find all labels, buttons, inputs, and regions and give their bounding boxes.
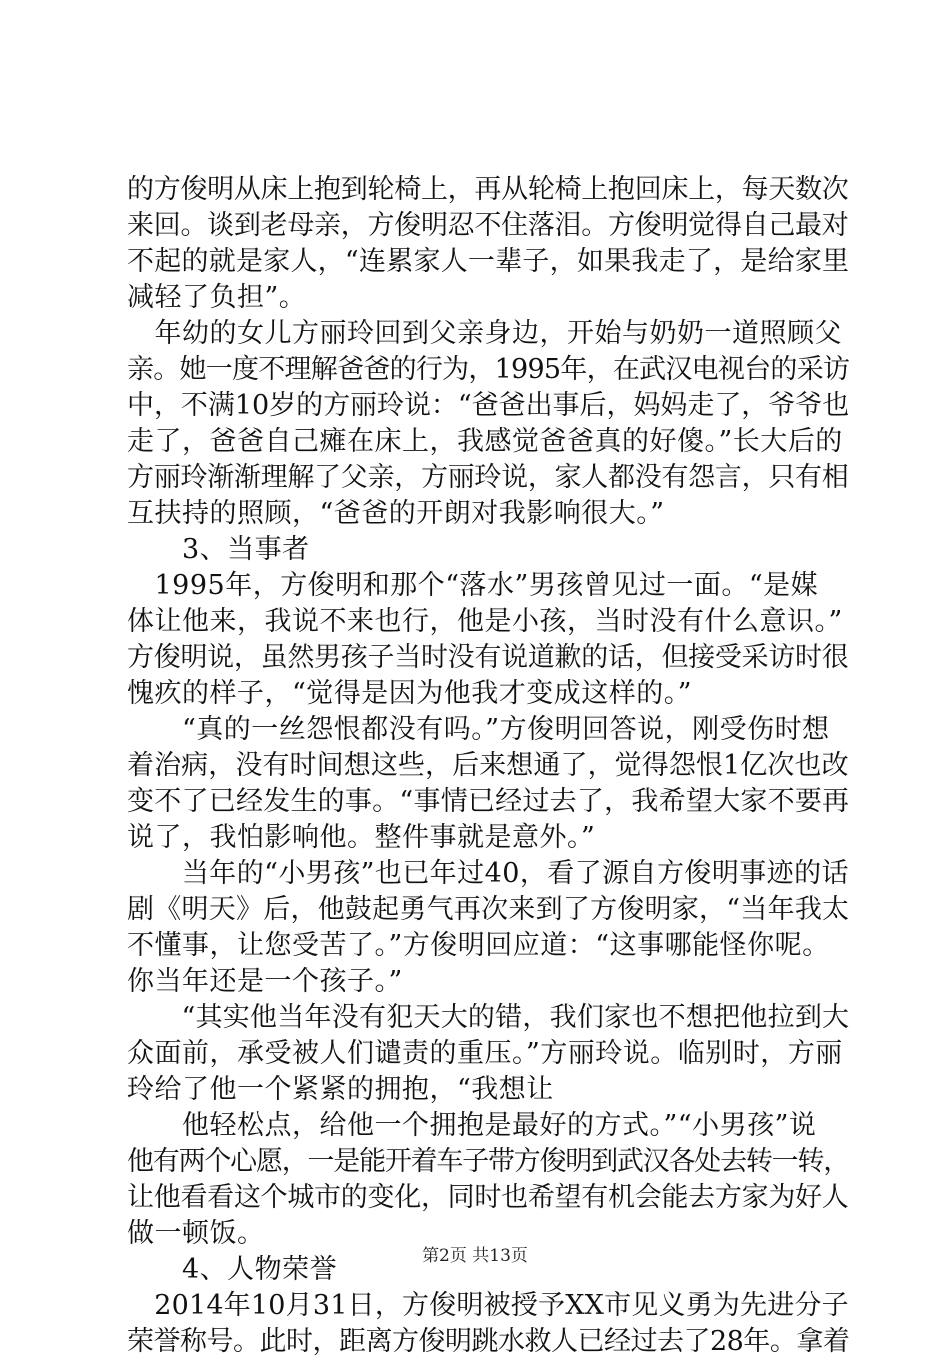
text-line: 的方俊明从床上抱到轮椅上，再从轮椅上抱回床上，每天数次 [127, 174, 849, 205]
text-line: 让他看看这个城市的变化，同时也希望有机会能去方家为好人 [127, 1182, 849, 1213]
text-line: 方俊明说，虽然男孩子当时没有说道歉的话，但接受采访时很 [127, 642, 849, 673]
text-line: 说了，我怕影响他。整件事就是意外。” [127, 822, 596, 853]
text-line: “其实他当年没有犯天大的错，我们家也不想把他拉到大 [127, 1002, 850, 1033]
text-line: 着治病，没有时间想这些，后来想通了，觉得怨恨1亿次也改 [127, 750, 849, 781]
text-line: 做一顿饭。 [127, 1218, 265, 1249]
text-line: 他有两个心愿，一是能开着车子带方俊明到武汉各处去转一转， [127, 1146, 849, 1177]
text-line: 荣誉称号。此时，距离方俊明跳水救人已经过去了28年。拿着 [127, 1326, 850, 1357]
text-line: “真的一丝怨恨都没有吗。”方俊明回答说，刚受伤时想 [127, 714, 830, 745]
text-line: 变不了已经发生的事。“事情已经过去了，我希望大家不要再 [127, 786, 850, 817]
text-line: 你当年还是一个孩子。” [127, 966, 403, 997]
text-line: 中，不满10岁的方丽玲说：“爸爸出事后，妈妈走了，爷爷也 [127, 390, 850, 421]
text-line: 众面前，承受被人们谴责的重压。”方丽玲说。临别时，方丽 [127, 1038, 843, 1069]
text-line: 2014年10月31日，方俊明被授予XX市见义勇为先进分子 [127, 1290, 849, 1321]
body-text [127, 172, 850, 1360]
text-line: 1995年，方俊明和那个“落水”男孩曾见过一面。“是媒 [127, 570, 819, 601]
text-line: 互扶持的照顾，“爸爸的开朗对我影响很大。” [127, 498, 665, 529]
page-footer: 第2页 共13页 [422, 1246, 528, 1266]
text-line: 来回。谈到老母亲，方俊明忍不住落泪。方俊明觉得自己最对 [127, 210, 849, 241]
text-line: 愧疚的样子，“觉得是因为他我才变成这样的。” [127, 678, 693, 709]
text-line: 走了，爸爸自己瘫在床上，我感觉爸爸真的好傻。”长大后的 [127, 426, 843, 457]
text-line: 3、当事者 [127, 534, 310, 565]
text-line: 当年的“小男孩”也已年过40，看了源自方俊明事迹的话 [127, 858, 849, 889]
text-line: 减轻了负担”。 [127, 282, 307, 313]
text-line: 方丽玲渐渐理解了父亲，方丽玲说，家人都没有怨言，只有相 [127, 462, 849, 493]
text-line: 不懂事，让您受苦了。”方俊明回应道：“这事哪能怪你呢。 [127, 930, 830, 961]
text-line: 他轻松点，给他一个拥抱是最好的方式。”“小男孩”说 [127, 1110, 817, 1141]
text-line: 玲给了他一个紧紧的拥抱，“我想让 [127, 1074, 554, 1105]
text-line: 体让他来，我说不来也行，他是小孩，当时没有什么意识。” [127, 606, 843, 637]
text-line: 不起的就是家人，“连累家人一辈子，如果我走了，是给家里 [127, 246, 850, 277]
text-line: 年幼的女儿方丽玲回到父亲身边，开始与奶奶一道照顾父 [127, 318, 842, 349]
text-line: 4、人物荣誉 [127, 1254, 338, 1285]
text-line: 剧《明天》后，他鼓起勇气再次来到了方俊明家，“当年我太 [127, 894, 850, 925]
text-line: 亲。她一度不理解爸爸的行为，1995年，在武汉电视台的采访 [127, 354, 850, 385]
